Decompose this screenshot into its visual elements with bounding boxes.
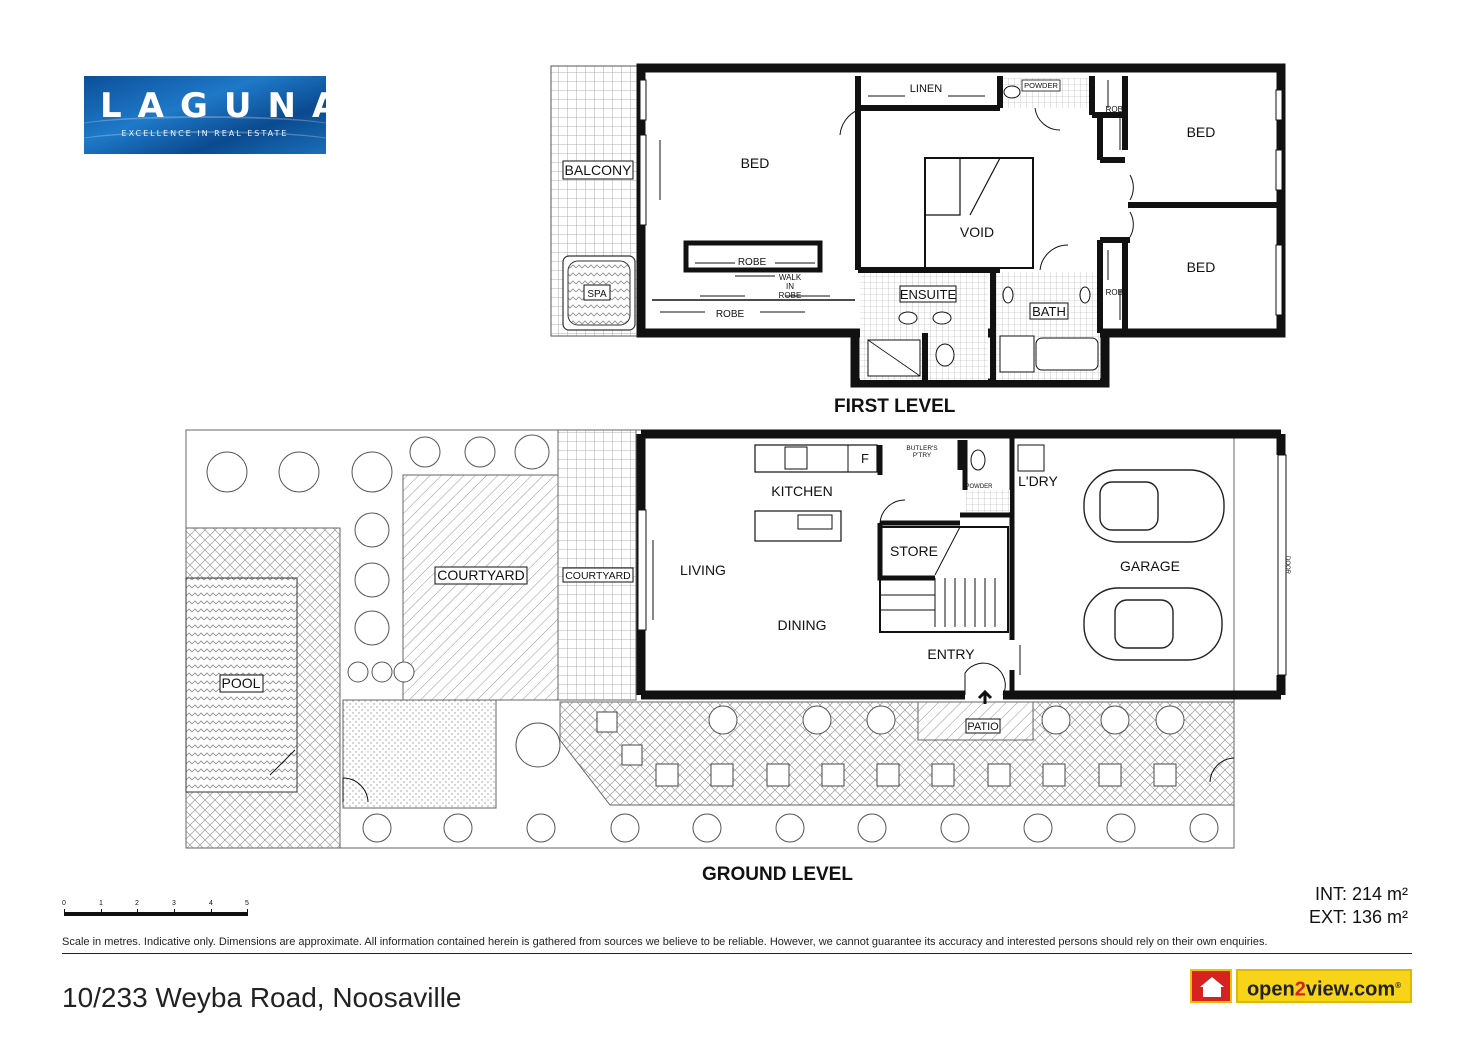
label-spa: SPA (587, 289, 607, 300)
label-linen: LINEN (909, 83, 943, 95)
label-robe-inner: ROBE (737, 257, 767, 268)
open2view-badge (1190, 969, 1412, 1003)
scale-tick-label: 3 (172, 900, 176, 907)
open2view-wordmark (1236, 969, 1412, 1003)
scale-bar (64, 900, 248, 918)
label-courtyard-side: COURTYARD (565, 570, 631, 582)
registered-mark: ® (1395, 981, 1402, 990)
label-walk-in-2: IN (786, 282, 794, 291)
label-dining: DINING (777, 617, 827, 633)
label-courtyard-main: COURTYARD (437, 567, 525, 583)
label-bed-right-top: BED (1186, 124, 1216, 140)
label-robe-right-bottom: ROBE (1105, 288, 1129, 297)
internal-area: INT: 214 m² (1314, 884, 1408, 904)
label-garage-door: DOOR (1284, 556, 1290, 574)
first-level-title: FIRST LEVEL (834, 396, 956, 417)
label-balcony: BALCONY (564, 162, 632, 178)
disclaimer-text: Scale in metres. Indicative only. Dimensions are approximate. All information contained herein is gathered from sources we believe to be reliable. However, we cannot guarantee its accuracy and interested persons should rely on their own enquiries. (62, 936, 1268, 948)
label-laundry: L'DRY (1018, 473, 1058, 489)
label-fridge: F (861, 451, 869, 466)
label-bed-right-bottom: BED (1186, 259, 1216, 275)
label-living: LIVING (680, 562, 726, 578)
label-garage: GARAGE (1120, 558, 1180, 574)
label-pool: POOL (221, 675, 261, 691)
logo-title: LAGUNA (100, 86, 355, 126)
brand-two: 2 (1294, 978, 1306, 1001)
property-address: 10/233 Weyba Road, Noosaville (62, 982, 462, 1013)
label-ensuite: ENSUITE (899, 287, 957, 302)
label-walk-in-3: ROBE (778, 291, 802, 300)
label-walk-in-1: WALK (778, 273, 802, 282)
label-robe-lower: ROBE (715, 309, 745, 320)
label-kitchen: KITCHEN (771, 483, 833, 499)
label-powder-first: POWDER (1024, 81, 1058, 90)
scale-bar-line (64, 912, 248, 916)
scale-tick-label: 4 (209, 900, 213, 907)
label-patio: PATIO (967, 721, 999, 733)
brand-pre: open (1246, 978, 1295, 1001)
house-icon (1190, 969, 1232, 1003)
logo-subtitle: EXCELLENCE IN REAL ESTATE (121, 129, 289, 138)
scale-tick-label: 2 (135, 900, 139, 907)
label-butlers-2: P'TRY (912, 452, 932, 459)
label-butlers-1: BUTLER'S (906, 445, 938, 452)
label-bath: BATH (1032, 304, 1066, 319)
label-bed-main: BED (740, 155, 770, 171)
label-store: STORE (890, 543, 938, 559)
label-powder-ground: POWDER (965, 484, 993, 490)
ground-level-title: GROUND LEVEL (702, 864, 853, 885)
scale-tick-label: 1 (99, 900, 103, 907)
external-area: EXT: 136 m² (1308, 907, 1408, 927)
label-entry: ENTRY (927, 646, 975, 662)
brand-post: view.com (1305, 978, 1396, 1001)
first-level-plan (551, 66, 1282, 383)
ground-level-plan (186, 430, 1286, 848)
label-void: VOID (959, 224, 995, 240)
scale-tick-label: 5 (245, 900, 249, 907)
label-robe-right-top: ROBE (1105, 105, 1129, 114)
scale-tick-label: 0 (62, 900, 66, 907)
divider (62, 953, 1412, 954)
